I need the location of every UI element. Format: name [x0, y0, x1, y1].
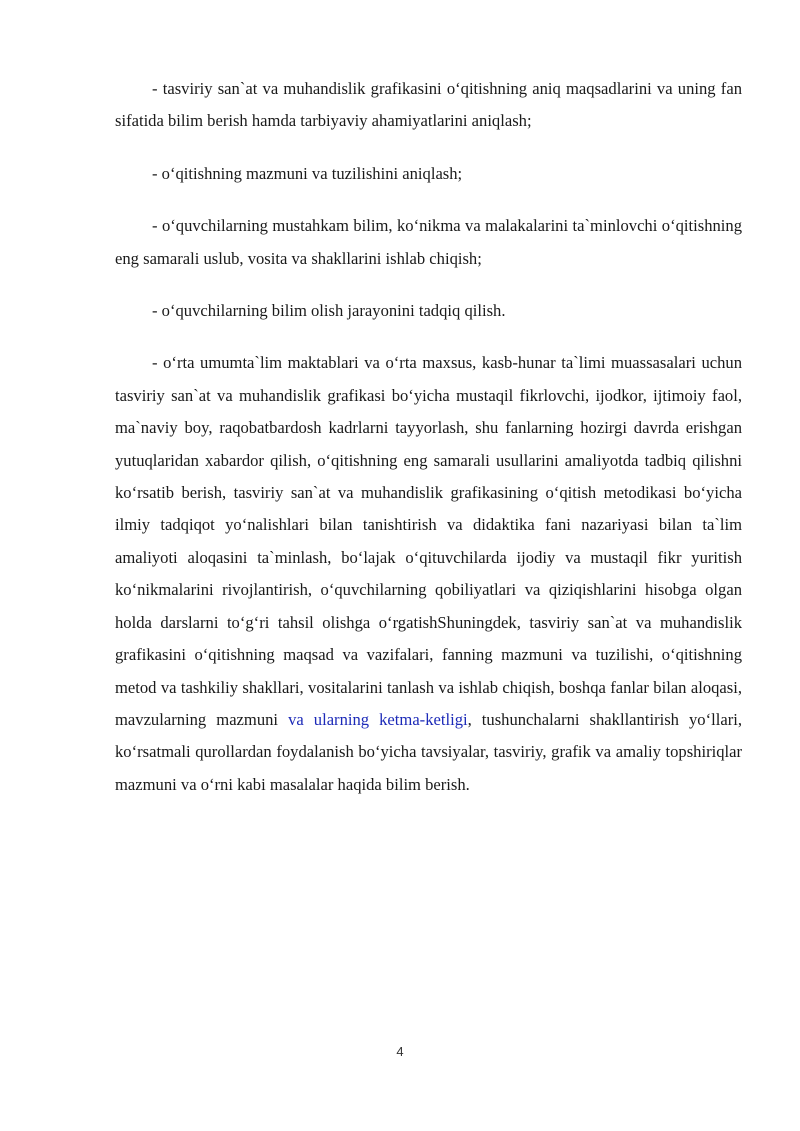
paragraph-content-structure: - oʻqitishning mazmuni va tuzilishini aniqlash;: [152, 163, 463, 183]
document-body: [115, 73, 742, 801]
paragraph-text-end: , tushunchalarni shakllantirish yoʻllari, koʻrsatmali qurollardan foydalanish boʻyicha tavsiyalar, tasviriy, grafik va amaliy topshiriqlar mazmuni va oʻrni kabi masalalar haqida bilim berish.: [115, 709, 742, 794]
paragraph-methods: - oʻquvchilarning mustahkam bilim, koʻnikma va malakalarini ta`minlovchi oʻqitishning eng samarali uslub, vosita va shakllarini ishlab chiqish;: [115, 216, 742, 268]
paragraph-goals: - tasviriy san`at va muhandislik grafikasini oʻqitishning aniq maqsadlarini va uning fan sifatida bilim berish hamda tarbiyaviy ahamiyatlarini aniqlash;: [115, 79, 742, 131]
paragraph-text-start: - oʻrta umumta`lim maktablari va oʻrta maxsus, kasb-hunar ta`limi muassasalari uchun tasviriy san`at va muhandislik grafikasi boʻyicha mustaqil fikrlovchi, ijodkor, ijtimoiy faol, ma`naviy boy, raqobatbardosh kadrlarni tayyorlash, shu fanlarning hozirgi davrda erishgan yutuqlaridan xabardor qilish, oʻqitishning eng samarali usullarini amaliyotda tadbiq qilishni koʻrsatib berish, tasviriy san`at va muhandislik grafikasining oʻqitish metodikasi boʻyicha ilmiy tadqiqot yoʻnalishlari bilan tanishtirish va didaktika fani nazariyasi bilan ta`lim amaliyoti aloqasini ta`minlash, boʻlajak oʻqituvchilarda ijodiy va mustaqil fikr yuritish koʻnikmalarini rivojlantirish, oʻquvchilarning qobiliyatlari va qiziqishlarini hisobga olgan holda darslarni toʻgʻri tahsil olishga oʻrgatishShuningdek, tasviriy san`at va muhandislik grafikasini oʻqitishning maqsad va vazifalari, fanning mazmuni va tuzilishi, oʻqitishning metod va tashkiliy shakllari, vositalarini tanlash va ishlab chiqish, boshqa fanlar bilan aloqasi, mavzularning mazmuni: [115, 353, 742, 729]
highlighted-link-text[interactable]: va ularning ketma-ketligi: [288, 709, 468, 729]
paragraph-research: - oʻquvchilarning bilim olish jarayonini tadqiq qilish.: [152, 301, 506, 321]
page-number: 4: [396, 1044, 404, 1059]
paragraph-teacher-training: [115, 347, 742, 801]
